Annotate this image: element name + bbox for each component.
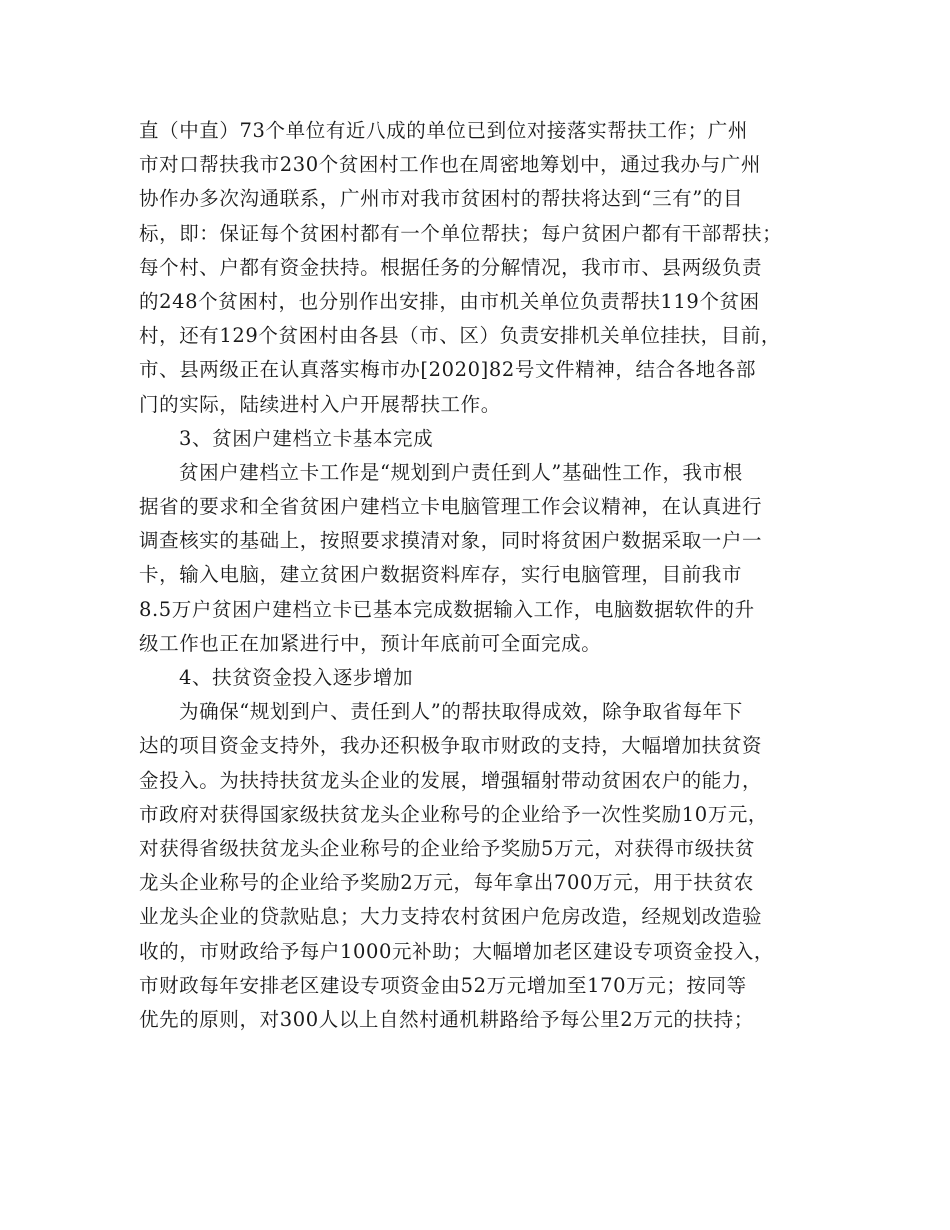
text-line: 市对口帮扶我市230个贫困村工作也在周密地筹划中，通过我办与广州 bbox=[139, 153, 761, 177]
text-line: 每个村、户都有资金扶持。根据任务的分解情况，我市市、县两级负责 bbox=[139, 255, 763, 279]
text-line: 3、贫困户建档立卡基本完成 bbox=[179, 426, 434, 450]
text-line: 的248个贫困村，也分别作出安排，由市机关单位负责帮扶119个贫困 bbox=[139, 289, 760, 313]
text-line: 据省的要求和全省贫困户建档立卡电脑管理工作会议精神，在认真进行 bbox=[139, 495, 763, 519]
text-line: 门的实际，陆续进村入户开展帮扶工作。 bbox=[139, 392, 501, 416]
text-line: 业龙头企业的贷款贴息；大力支持农村贫困户危房改造，经规划改造验 bbox=[139, 905, 763, 929]
text-line: 市政府对获得国家级扶贫龙头企业称号的企业给予一次性奖励10万元， bbox=[139, 802, 769, 826]
text-line: 达的项目资金支持外，我办还积极争取市财政的支持，大幅增加扶贫资 bbox=[139, 734, 763, 758]
text-line: 市、县两级正在认真落实梅市办[2020]82号文件精神，结合各地各部 bbox=[139, 358, 757, 382]
text-line: 级工作也正在加紧进行中，预计年底前可全面完成。 bbox=[139, 631, 602, 655]
text-line: 对获得省级扶贫龙头企业称号的企业给予奖励5万元，对获得市级扶贫 bbox=[139, 836, 756, 860]
text-line: 直（中直）73个单位有近八成的单位已到位对接落实帮扶工作；广州 bbox=[139, 119, 748, 142]
text-line: 标，即：保证每个贫困村都有一个单位帮扶；每户贫困户都有干部帮扶； bbox=[139, 221, 783, 245]
text-line: 调查核实的基础上，按照要求摸清对象，同时将贫困户数据采取一户一 bbox=[139, 529, 763, 553]
text-line: 协作办多次沟通联系，广州市对我市贫困村的帮扶将达到“三有”的目 bbox=[139, 187, 744, 211]
text-line: 为确保“规划到户、责任到人”的帮扶取得成效，除争取省每年下 bbox=[179, 700, 743, 724]
text-line: 市财政每年安排老区建设专项资金由52万元增加至170万元；按同等 bbox=[139, 973, 747, 997]
text-line: 优先的原则，对300人以上自然村通机耕路给予每公里2万元的扶持； bbox=[139, 1007, 754, 1031]
text-line: 龙头企业称号的企业给予奖励2万元，每年拿出700万元，用于扶贫农 bbox=[139, 871, 754, 895]
document-body bbox=[139, 114, 829, 1037]
text-line: 8.5万户贫困户建档立卡已基本完成数据输入工作，电脑数据软件的升 bbox=[139, 597, 755, 621]
text-line: 金投入。为扶持扶贫龙头企业的发展，增强辐射带动贫困农户的能力， bbox=[139, 768, 763, 792]
text-line: 4、扶贫资金投入逐步增加 bbox=[179, 666, 414, 689]
text-line: 村，还有129个贫困村由各县（市、区）负责安排机关单位挂扶，目前， bbox=[139, 324, 782, 348]
text-line: 贫困户建档立卡工作是“规划到户责任到人”基础性工作，我市根 bbox=[179, 460, 743, 484]
text-line: 卡，输入电脑，建立贫困户数据资料库存，实行电脑管理，目前我市 bbox=[139, 563, 743, 587]
text-line: 收的，市财政给予每户1000元补助；大幅增加老区建设专项资金投入， bbox=[139, 939, 774, 963]
